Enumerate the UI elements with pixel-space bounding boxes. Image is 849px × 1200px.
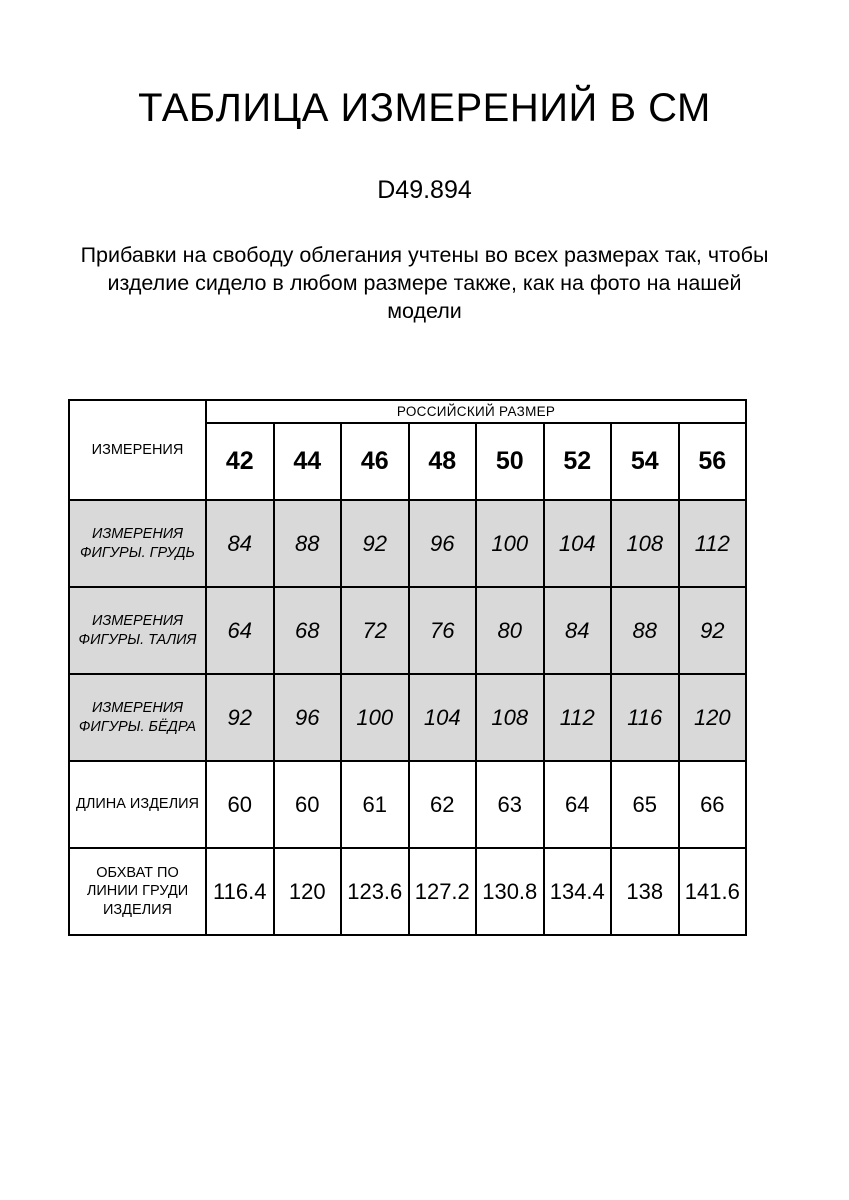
cell: 61 bbox=[341, 761, 409, 848]
cell: 63 bbox=[476, 761, 544, 848]
cell: 134.4 bbox=[544, 848, 612, 935]
cell: 64 bbox=[206, 587, 274, 674]
cell: 92 bbox=[679, 587, 747, 674]
size-column-header: 52 bbox=[544, 423, 612, 500]
cell: 116 bbox=[611, 674, 679, 761]
cell: 62 bbox=[409, 761, 477, 848]
size-group-header: РОССИЙСКИЙ РАЗМЕР bbox=[206, 400, 746, 423]
cell: 130.8 bbox=[476, 848, 544, 935]
fit-note: Прибавки на свободу облегания учтены во всех размерах так, чтобы изделие сидело в любом размере также, как на фото на нашей модели bbox=[80, 243, 769, 323]
cell: 66 bbox=[679, 761, 747, 848]
cell: 60 bbox=[206, 761, 274, 848]
cell: 116.4 bbox=[206, 848, 274, 935]
size-column-header: 48 bbox=[409, 423, 477, 500]
table-row-figure-hips bbox=[69, 674, 746, 761]
cell: 123.6 bbox=[341, 848, 409, 935]
table-row-product-chest-girth bbox=[69, 848, 746, 935]
table-row-figure-waist bbox=[69, 587, 746, 674]
cell: 76 bbox=[409, 587, 477, 674]
row-label: ДЛИНА ИЗДЕЛИЯ bbox=[69, 761, 206, 848]
row-label: ОБХВАТ ПО ЛИНИИ ГРУДИ ИЗДЕЛИЯ bbox=[69, 848, 206, 935]
cell: 60 bbox=[274, 761, 342, 848]
cell: 92 bbox=[206, 674, 274, 761]
cell: 100 bbox=[476, 500, 544, 587]
cell: 96 bbox=[409, 500, 477, 587]
article-code: D49.894 bbox=[377, 176, 472, 204]
cell: 80 bbox=[476, 587, 544, 674]
cell: 120 bbox=[274, 848, 342, 935]
size-column-header: 42 bbox=[206, 423, 274, 500]
cell: 104 bbox=[409, 674, 477, 761]
cell: 104 bbox=[544, 500, 612, 587]
cell: 112 bbox=[679, 500, 747, 587]
table-row-product-length bbox=[69, 761, 746, 848]
page-title: ТАБЛИЦА ИЗМЕРЕНИЙ В СМ bbox=[138, 86, 711, 130]
cell: 120 bbox=[679, 674, 747, 761]
size-column-header: 46 bbox=[341, 423, 409, 500]
cell: 92 bbox=[341, 500, 409, 587]
cell: 96 bbox=[274, 674, 342, 761]
cell: 100 bbox=[341, 674, 409, 761]
size-column-header: 44 bbox=[274, 423, 342, 500]
group-header-row bbox=[69, 400, 746, 423]
cell: 84 bbox=[206, 500, 274, 587]
size-column-header: 54 bbox=[611, 423, 679, 500]
cell: 64 bbox=[544, 761, 612, 848]
cell: 84 bbox=[544, 587, 612, 674]
measurements-column-header: ИЗМЕРЕНИЯ bbox=[69, 400, 206, 500]
cell: 108 bbox=[611, 500, 679, 587]
row-label: ИЗМЕРЕНИЯ ФИГУРЫ. ТАЛИЯ bbox=[69, 587, 206, 674]
cell: 138 bbox=[611, 848, 679, 935]
table-row-figure-chest bbox=[69, 500, 746, 587]
cell: 88 bbox=[611, 587, 679, 674]
cell: 141.6 bbox=[679, 848, 747, 935]
cell: 72 bbox=[341, 587, 409, 674]
cell: 65 bbox=[611, 761, 679, 848]
cell: 108 bbox=[476, 674, 544, 761]
cell: 88 bbox=[274, 500, 342, 587]
size-column-header: 50 bbox=[476, 423, 544, 500]
row-label: ИЗМЕРЕНИЯ ФИГУРЫ. БЁДРА bbox=[69, 674, 206, 761]
row-label: ИЗМЕРЕНИЯ ФИГУРЫ. ГРУДЬ bbox=[69, 500, 206, 587]
size-table bbox=[68, 399, 747, 936]
cell: 127.2 bbox=[409, 848, 477, 935]
cell: 68 bbox=[274, 587, 342, 674]
size-column-header: 56 bbox=[679, 423, 747, 500]
cell: 112 bbox=[544, 674, 612, 761]
